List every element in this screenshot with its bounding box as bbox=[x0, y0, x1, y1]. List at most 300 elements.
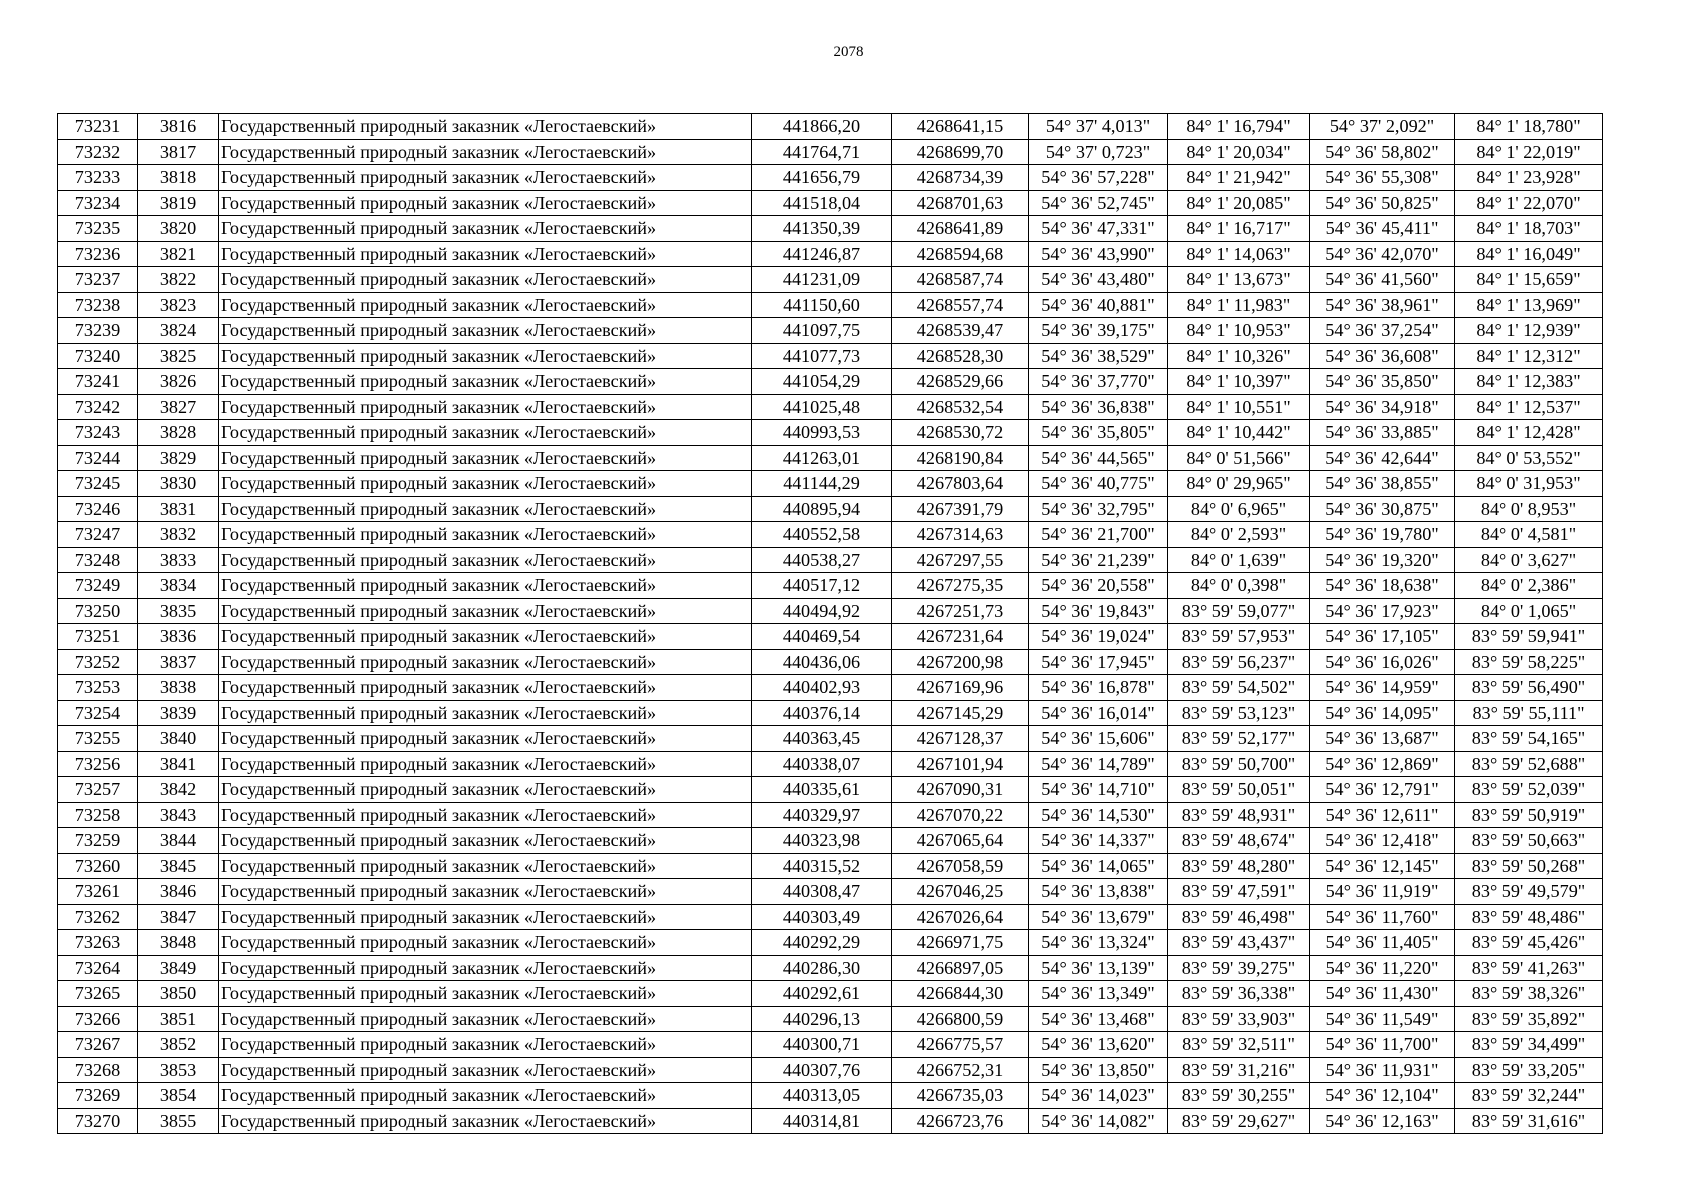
point-number-cell: 3823 bbox=[138, 292, 219, 318]
longitude-1-cell: 83° 59' 32,511" bbox=[1168, 1032, 1310, 1058]
x-coordinate-cell: 441518,04 bbox=[752, 190, 892, 216]
point-number-cell: 3821 bbox=[138, 241, 219, 267]
longitude-2-cell: 83° 59' 52,039" bbox=[1455, 777, 1603, 803]
latitude-1-cell: 54° 36' 43,480" bbox=[1029, 267, 1168, 293]
latitude-1-cell: 54° 36' 52,745" bbox=[1029, 190, 1168, 216]
object-name-cell: Государственный природный заказник «Легостаевский» bbox=[219, 726, 752, 752]
table-row bbox=[58, 624, 1603, 650]
object-name-cell: Государственный природный заказник «Легостаевский» bbox=[219, 394, 752, 420]
table-row bbox=[58, 981, 1603, 1007]
longitude-2-cell: 83° 59' 50,663" bbox=[1455, 828, 1603, 854]
longitude-2-cell: 84° 1' 18,703" bbox=[1455, 216, 1603, 242]
longitude-2-cell: 83° 59' 49,579" bbox=[1455, 879, 1603, 905]
longitude-2-cell: 83° 59' 41,263" bbox=[1455, 955, 1603, 981]
latitude-2-cell: 54° 36' 41,560" bbox=[1310, 267, 1455, 293]
x-coordinate-cell: 440315,52 bbox=[752, 853, 892, 879]
longitude-1-cell: 83° 59' 56,237" bbox=[1168, 649, 1310, 675]
latitude-1-cell: 54° 36' 37,770" bbox=[1029, 369, 1168, 395]
table-row bbox=[58, 165, 1603, 191]
latitude-1-cell: 54° 36' 14,710" bbox=[1029, 777, 1168, 803]
point-number-cell: 3843 bbox=[138, 802, 219, 828]
longitude-2-cell: 83° 59' 32,244" bbox=[1455, 1083, 1603, 1109]
point-number-cell: 3844 bbox=[138, 828, 219, 854]
object-name-cell: Государственный природный заказник «Легостаевский» bbox=[219, 114, 752, 140]
table-row bbox=[58, 955, 1603, 981]
point-number-cell: 3819 bbox=[138, 190, 219, 216]
longitude-2-cell: 84° 1' 12,383" bbox=[1455, 369, 1603, 395]
record-id-cell: 73243 bbox=[58, 420, 138, 446]
latitude-1-cell: 54° 36' 13,838" bbox=[1029, 879, 1168, 905]
latitude-1-cell: 54° 36' 13,620" bbox=[1029, 1032, 1168, 1058]
y-coordinate-cell: 4268594,68 bbox=[892, 241, 1029, 267]
latitude-1-cell: 54° 36' 13,679" bbox=[1029, 904, 1168, 930]
longitude-1-cell: 84° 0' 2,593" bbox=[1168, 522, 1310, 548]
object-name-cell: Государственный природный заказник «Легостаевский» bbox=[219, 649, 752, 675]
record-id-cell: 73257 bbox=[58, 777, 138, 803]
point-number-cell: 3826 bbox=[138, 369, 219, 395]
object-name-cell: Государственный природный заказник «Легостаевский» bbox=[219, 1083, 752, 1109]
x-coordinate-cell: 440338,07 bbox=[752, 751, 892, 777]
latitude-2-cell: 54° 36' 12,791" bbox=[1310, 777, 1455, 803]
y-coordinate-cell: 4266752,31 bbox=[892, 1057, 1029, 1083]
point-number-cell: 3854 bbox=[138, 1083, 219, 1109]
record-id-cell: 73249 bbox=[58, 573, 138, 599]
object-name-cell: Государственный природный заказник «Легостаевский» bbox=[219, 853, 752, 879]
y-coordinate-cell: 4268701,63 bbox=[892, 190, 1029, 216]
longitude-2-cell: 83° 59' 33,205" bbox=[1455, 1057, 1603, 1083]
x-coordinate-cell: 440363,45 bbox=[752, 726, 892, 752]
table-row bbox=[58, 522, 1603, 548]
longitude-1-cell: 83° 59' 48,280" bbox=[1168, 853, 1310, 879]
longitude-2-cell: 84° 1' 18,780" bbox=[1455, 114, 1603, 140]
object-name-cell: Государственный природный заказник «Легостаевский» bbox=[219, 496, 752, 522]
point-number-cell: 3834 bbox=[138, 573, 219, 599]
latitude-2-cell: 54° 36' 42,644" bbox=[1310, 445, 1455, 471]
latitude-1-cell: 54° 36' 13,349" bbox=[1029, 981, 1168, 1007]
latitude-1-cell: 54° 36' 20,558" bbox=[1029, 573, 1168, 599]
table-row bbox=[58, 700, 1603, 726]
latitude-1-cell: 54° 36' 14,065" bbox=[1029, 853, 1168, 879]
longitude-1-cell: 84° 0' 6,965" bbox=[1168, 496, 1310, 522]
longitude-1-cell: 83° 59' 48,674" bbox=[1168, 828, 1310, 854]
object-name-cell: Государственный природный заказник «Легостаевский» bbox=[219, 1057, 752, 1083]
longitude-2-cell: 83° 59' 34,499" bbox=[1455, 1032, 1603, 1058]
point-number-cell: 3852 bbox=[138, 1032, 219, 1058]
longitude-1-cell: 84° 1' 16,717" bbox=[1168, 216, 1310, 242]
record-id-cell: 73251 bbox=[58, 624, 138, 650]
latitude-2-cell: 54° 36' 38,855" bbox=[1310, 471, 1455, 497]
longitude-2-cell: 84° 0' 31,953" bbox=[1455, 471, 1603, 497]
point-number-cell: 3833 bbox=[138, 547, 219, 573]
longitude-1-cell: 83° 59' 36,338" bbox=[1168, 981, 1310, 1007]
y-coordinate-cell: 4267058,59 bbox=[892, 853, 1029, 879]
y-coordinate-cell: 4267391,79 bbox=[892, 496, 1029, 522]
longitude-1-cell: 83° 59' 53,123" bbox=[1168, 700, 1310, 726]
record-id-cell: 73244 bbox=[58, 445, 138, 471]
y-coordinate-cell: 4268530,72 bbox=[892, 420, 1029, 446]
point-number-cell: 3853 bbox=[138, 1057, 219, 1083]
x-coordinate-cell: 441350,39 bbox=[752, 216, 892, 242]
y-coordinate-cell: 4267145,29 bbox=[892, 700, 1029, 726]
x-coordinate-cell: 440895,94 bbox=[752, 496, 892, 522]
latitude-2-cell: 54° 36' 12,418" bbox=[1310, 828, 1455, 854]
point-number-cell: 3830 bbox=[138, 471, 219, 497]
table-row bbox=[58, 496, 1603, 522]
latitude-2-cell: 54° 36' 36,608" bbox=[1310, 343, 1455, 369]
object-name-cell: Государственный природный заказник «Легостаевский» bbox=[219, 675, 752, 701]
point-number-cell: 3845 bbox=[138, 853, 219, 879]
y-coordinate-cell: 4268532,54 bbox=[892, 394, 1029, 420]
longitude-1-cell: 83° 59' 54,502" bbox=[1168, 675, 1310, 701]
latitude-2-cell: 54° 36' 11,700" bbox=[1310, 1032, 1455, 1058]
point-number-cell: 3848 bbox=[138, 930, 219, 956]
table-row bbox=[58, 649, 1603, 675]
latitude-2-cell: 54° 36' 11,549" bbox=[1310, 1006, 1455, 1032]
record-id-cell: 73253 bbox=[58, 675, 138, 701]
y-coordinate-cell: 4267251,73 bbox=[892, 598, 1029, 624]
longitude-1-cell: 83° 59' 52,177" bbox=[1168, 726, 1310, 752]
x-coordinate-cell: 441025,48 bbox=[752, 394, 892, 420]
y-coordinate-cell: 4268539,47 bbox=[892, 318, 1029, 344]
y-coordinate-cell: 4266800,59 bbox=[892, 1006, 1029, 1032]
x-coordinate-cell: 440376,14 bbox=[752, 700, 892, 726]
object-name-cell: Государственный природный заказник «Легостаевский» bbox=[219, 165, 752, 191]
object-name-cell: Государственный природный заказник «Легостаевский» bbox=[219, 420, 752, 446]
table-row bbox=[58, 318, 1603, 344]
longitude-2-cell: 83° 59' 52,688" bbox=[1455, 751, 1603, 777]
y-coordinate-cell: 4267026,64 bbox=[892, 904, 1029, 930]
object-name-cell: Государственный природный заказник «Легостаевский» bbox=[219, 700, 752, 726]
longitude-2-cell: 84° 0' 1,065" bbox=[1455, 598, 1603, 624]
object-name-cell: Государственный природный заказник «Легостаевский» bbox=[219, 879, 752, 905]
longitude-1-cell: 83° 59' 57,953" bbox=[1168, 624, 1310, 650]
longitude-1-cell: 83° 59' 33,903" bbox=[1168, 1006, 1310, 1032]
longitude-1-cell: 83° 59' 50,700" bbox=[1168, 751, 1310, 777]
longitude-2-cell: 84° 1' 12,428" bbox=[1455, 420, 1603, 446]
object-name-cell: Государственный природный заказник «Легостаевский» bbox=[219, 369, 752, 395]
object-name-cell: Государственный природный заказник «Легостаевский» bbox=[219, 318, 752, 344]
object-name-cell: Государственный природный заказник «Легостаевский» bbox=[219, 751, 752, 777]
longitude-2-cell: 84° 1' 23,928" bbox=[1455, 165, 1603, 191]
record-id-cell: 73269 bbox=[58, 1083, 138, 1109]
longitude-2-cell: 84° 0' 2,386" bbox=[1455, 573, 1603, 599]
x-coordinate-cell: 440300,71 bbox=[752, 1032, 892, 1058]
longitude-2-cell: 84° 1' 12,939" bbox=[1455, 318, 1603, 344]
latitude-1-cell: 54° 36' 21,700" bbox=[1029, 522, 1168, 548]
y-coordinate-cell: 4268641,15 bbox=[892, 114, 1029, 140]
longitude-1-cell: 84° 1' 10,442" bbox=[1168, 420, 1310, 446]
latitude-2-cell: 54° 36' 11,919" bbox=[1310, 879, 1455, 905]
point-number-cell: 3837 bbox=[138, 649, 219, 675]
longitude-2-cell: 83° 59' 50,919" bbox=[1455, 802, 1603, 828]
latitude-1-cell: 54° 36' 14,530" bbox=[1029, 802, 1168, 828]
point-number-cell: 3816 bbox=[138, 114, 219, 140]
point-number-cell: 3849 bbox=[138, 955, 219, 981]
table-row bbox=[58, 802, 1603, 828]
record-id-cell: 73259 bbox=[58, 828, 138, 854]
y-coordinate-cell: 4267065,64 bbox=[892, 828, 1029, 854]
x-coordinate-cell: 441263,01 bbox=[752, 445, 892, 471]
latitude-2-cell: 54° 36' 13,687" bbox=[1310, 726, 1455, 752]
point-number-cell: 3824 bbox=[138, 318, 219, 344]
point-number-cell: 3822 bbox=[138, 267, 219, 293]
x-coordinate-cell: 440436,06 bbox=[752, 649, 892, 675]
longitude-1-cell: 84° 1' 10,397" bbox=[1168, 369, 1310, 395]
object-name-cell: Государственный природный заказник «Легостаевский» bbox=[219, 624, 752, 650]
latitude-2-cell: 54° 36' 11,405" bbox=[1310, 930, 1455, 956]
latitude-2-cell: 54° 36' 34,918" bbox=[1310, 394, 1455, 420]
latitude-2-cell: 54° 36' 11,931" bbox=[1310, 1057, 1455, 1083]
point-number-cell: 3820 bbox=[138, 216, 219, 242]
y-coordinate-cell: 4266723,76 bbox=[892, 1108, 1029, 1134]
record-id-cell: 73233 bbox=[58, 165, 138, 191]
latitude-2-cell: 54° 36' 12,104" bbox=[1310, 1083, 1455, 1109]
longitude-1-cell: 84° 1' 21,942" bbox=[1168, 165, 1310, 191]
table-row bbox=[58, 394, 1603, 420]
object-name-cell: Государственный природный заказник «Легостаевский» bbox=[219, 471, 752, 497]
point-number-cell: 3832 bbox=[138, 522, 219, 548]
latitude-2-cell: 54° 36' 11,760" bbox=[1310, 904, 1455, 930]
latitude-2-cell: 54° 36' 37,254" bbox=[1310, 318, 1455, 344]
latitude-1-cell: 54° 36' 14,337" bbox=[1029, 828, 1168, 854]
longitude-2-cell: 83° 59' 59,941" bbox=[1455, 624, 1603, 650]
longitude-1-cell: 83° 59' 29,627" bbox=[1168, 1108, 1310, 1134]
x-coordinate-cell: 441866,20 bbox=[752, 114, 892, 140]
longitude-2-cell: 83° 59' 38,326" bbox=[1455, 981, 1603, 1007]
x-coordinate-cell: 440552,58 bbox=[752, 522, 892, 548]
table-row bbox=[58, 879, 1603, 905]
latitude-1-cell: 54° 36' 32,795" bbox=[1029, 496, 1168, 522]
point-number-cell: 3841 bbox=[138, 751, 219, 777]
record-id-cell: 73239 bbox=[58, 318, 138, 344]
table-row bbox=[58, 114, 1603, 140]
y-coordinate-cell: 4267101,94 bbox=[892, 751, 1029, 777]
latitude-1-cell: 54° 36' 13,468" bbox=[1029, 1006, 1168, 1032]
longitude-2-cell: 83° 59' 50,268" bbox=[1455, 853, 1603, 879]
latitude-2-cell: 54° 37' 2,092" bbox=[1310, 114, 1455, 140]
longitude-2-cell: 83° 59' 54,165" bbox=[1455, 726, 1603, 752]
latitude-1-cell: 54° 36' 36,838" bbox=[1029, 394, 1168, 420]
object-name-cell: Государственный природный заказник «Легостаевский» bbox=[219, 292, 752, 318]
table-row bbox=[58, 216, 1603, 242]
longitude-2-cell: 84° 1' 12,537" bbox=[1455, 394, 1603, 420]
object-name-cell: Государственный природный заказник «Легостаевский» bbox=[219, 267, 752, 293]
longitude-1-cell: 84° 1' 13,673" bbox=[1168, 267, 1310, 293]
table-row bbox=[58, 1006, 1603, 1032]
longitude-2-cell: 84° 0' 3,627" bbox=[1455, 547, 1603, 573]
table-row bbox=[58, 777, 1603, 803]
latitude-2-cell: 54° 36' 17,923" bbox=[1310, 598, 1455, 624]
y-coordinate-cell: 4268529,66 bbox=[892, 369, 1029, 395]
x-coordinate-cell: 441150,60 bbox=[752, 292, 892, 318]
longitude-2-cell: 83° 59' 55,111" bbox=[1455, 700, 1603, 726]
record-id-cell: 73263 bbox=[58, 930, 138, 956]
longitude-2-cell: 84° 1' 22,070" bbox=[1455, 190, 1603, 216]
longitude-1-cell: 83° 59' 50,051" bbox=[1168, 777, 1310, 803]
point-number-cell: 3855 bbox=[138, 1108, 219, 1134]
y-coordinate-cell: 4266775,57 bbox=[892, 1032, 1029, 1058]
object-name-cell: Государственный природный заказник «Легостаевский» bbox=[219, 547, 752, 573]
table-row bbox=[58, 445, 1603, 471]
longitude-2-cell: 84° 0' 4,581" bbox=[1455, 522, 1603, 548]
x-coordinate-cell: 440303,49 bbox=[752, 904, 892, 930]
table-row bbox=[58, 751, 1603, 777]
latitude-2-cell: 54° 36' 12,163" bbox=[1310, 1108, 1455, 1134]
object-name-cell: Государственный природный заказник «Легостаевский» bbox=[219, 343, 752, 369]
latitude-2-cell: 54° 36' 18,638" bbox=[1310, 573, 1455, 599]
longitude-2-cell: 84° 1' 22,019" bbox=[1455, 139, 1603, 165]
x-coordinate-cell: 440402,93 bbox=[752, 675, 892, 701]
record-id-cell: 73258 bbox=[58, 802, 138, 828]
record-id-cell: 73267 bbox=[58, 1032, 138, 1058]
record-id-cell: 73254 bbox=[58, 700, 138, 726]
longitude-1-cell: 84° 0' 0,398" bbox=[1168, 573, 1310, 599]
x-coordinate-cell: 441246,87 bbox=[752, 241, 892, 267]
longitude-2-cell: 84° 0' 8,953" bbox=[1455, 496, 1603, 522]
longitude-1-cell: 84° 1' 10,953" bbox=[1168, 318, 1310, 344]
record-id-cell: 73236 bbox=[58, 241, 138, 267]
object-name-cell: Государственный природный заказник «Легостаевский» bbox=[219, 955, 752, 981]
record-id-cell: 73255 bbox=[58, 726, 138, 752]
longitude-2-cell: 83° 59' 31,616" bbox=[1455, 1108, 1603, 1134]
point-number-cell: 3846 bbox=[138, 879, 219, 905]
longitude-2-cell: 83° 59' 35,892" bbox=[1455, 1006, 1603, 1032]
longitude-2-cell: 83° 59' 56,490" bbox=[1455, 675, 1603, 701]
object-name-cell: Государственный природный заказник «Легостаевский» bbox=[219, 777, 752, 803]
latitude-1-cell: 54° 36' 40,775" bbox=[1029, 471, 1168, 497]
y-coordinate-cell: 4268528,30 bbox=[892, 343, 1029, 369]
longitude-1-cell: 84° 1' 16,794" bbox=[1168, 114, 1310, 140]
object-name-cell: Государственный природный заказник «Легостаевский» bbox=[219, 981, 752, 1007]
longitude-1-cell: 83° 59' 59,077" bbox=[1168, 598, 1310, 624]
record-id-cell: 73245 bbox=[58, 471, 138, 497]
point-number-cell: 3839 bbox=[138, 700, 219, 726]
y-coordinate-cell: 4267128,37 bbox=[892, 726, 1029, 752]
latitude-2-cell: 54° 36' 45,411" bbox=[1310, 216, 1455, 242]
latitude-1-cell: 54° 36' 14,023" bbox=[1029, 1083, 1168, 1109]
table-row bbox=[58, 547, 1603, 573]
latitude-2-cell: 54° 36' 12,611" bbox=[1310, 802, 1455, 828]
table-body bbox=[58, 114, 1603, 1134]
x-coordinate-cell: 440335,61 bbox=[752, 777, 892, 803]
y-coordinate-cell: 4267314,63 bbox=[892, 522, 1029, 548]
record-id-cell: 73240 bbox=[58, 343, 138, 369]
latitude-1-cell: 54° 36' 19,024" bbox=[1029, 624, 1168, 650]
point-number-cell: 3840 bbox=[138, 726, 219, 752]
table-row bbox=[58, 726, 1603, 752]
longitude-1-cell: 84° 0' 1,639" bbox=[1168, 547, 1310, 573]
x-coordinate-cell: 440286,30 bbox=[752, 955, 892, 981]
table-row bbox=[58, 1108, 1603, 1134]
latitude-1-cell: 54° 36' 16,878" bbox=[1029, 675, 1168, 701]
longitude-2-cell: 83° 59' 48,486" bbox=[1455, 904, 1603, 930]
object-name-cell: Государственный природный заказник «Легостаевский» bbox=[219, 522, 752, 548]
point-number-cell: 3851 bbox=[138, 1006, 219, 1032]
x-coordinate-cell: 441656,79 bbox=[752, 165, 892, 191]
record-id-cell: 73242 bbox=[58, 394, 138, 420]
longitude-1-cell: 83° 59' 43,437" bbox=[1168, 930, 1310, 956]
point-number-cell: 3828 bbox=[138, 420, 219, 446]
latitude-2-cell: 54° 36' 38,961" bbox=[1310, 292, 1455, 318]
latitude-1-cell: 54° 36' 21,239" bbox=[1029, 547, 1168, 573]
point-number-cell: 3847 bbox=[138, 904, 219, 930]
x-coordinate-cell: 440307,76 bbox=[752, 1057, 892, 1083]
record-id-cell: 73238 bbox=[58, 292, 138, 318]
longitude-1-cell: 84° 0' 51,566" bbox=[1168, 445, 1310, 471]
table-row bbox=[58, 420, 1603, 446]
object-name-cell: Государственный природный заказник «Легостаевский» bbox=[219, 828, 752, 854]
y-coordinate-cell: 4267200,98 bbox=[892, 649, 1029, 675]
longitude-1-cell: 84° 1' 10,326" bbox=[1168, 343, 1310, 369]
x-coordinate-cell: 440314,81 bbox=[752, 1108, 892, 1134]
y-coordinate-cell: 4267046,25 bbox=[892, 879, 1029, 905]
point-number-cell: 3836 bbox=[138, 624, 219, 650]
table-row bbox=[58, 573, 1603, 599]
point-number-cell: 3817 bbox=[138, 139, 219, 165]
latitude-1-cell: 54° 36' 16,014" bbox=[1029, 700, 1168, 726]
x-coordinate-cell: 440308,47 bbox=[752, 879, 892, 905]
table-row bbox=[58, 471, 1603, 497]
point-number-cell: 3831 bbox=[138, 496, 219, 522]
record-id-cell: 73268 bbox=[58, 1057, 138, 1083]
longitude-1-cell: 84° 1' 10,551" bbox=[1168, 394, 1310, 420]
table-row bbox=[58, 598, 1603, 624]
latitude-2-cell: 54° 36' 14,959" bbox=[1310, 675, 1455, 701]
latitude-1-cell: 54° 36' 43,990" bbox=[1029, 241, 1168, 267]
record-id-cell: 73261 bbox=[58, 879, 138, 905]
record-id-cell: 73260 bbox=[58, 853, 138, 879]
record-id-cell: 73237 bbox=[58, 267, 138, 293]
latitude-2-cell: 54° 36' 11,430" bbox=[1310, 981, 1455, 1007]
longitude-1-cell: 84° 1' 14,063" bbox=[1168, 241, 1310, 267]
record-id-cell: 73270 bbox=[58, 1108, 138, 1134]
latitude-2-cell: 54° 36' 12,869" bbox=[1310, 751, 1455, 777]
x-coordinate-cell: 440323,98 bbox=[752, 828, 892, 854]
point-number-cell: 3818 bbox=[138, 165, 219, 191]
y-coordinate-cell: 4267275,35 bbox=[892, 573, 1029, 599]
table-row bbox=[58, 1057, 1603, 1083]
table-row bbox=[58, 190, 1603, 216]
y-coordinate-cell: 4266971,75 bbox=[892, 930, 1029, 956]
latitude-2-cell: 54° 36' 35,850" bbox=[1310, 369, 1455, 395]
object-name-cell: Государственный природный заказник «Легостаевский» bbox=[219, 904, 752, 930]
point-number-cell: 3850 bbox=[138, 981, 219, 1007]
latitude-1-cell: 54° 37' 4,013" bbox=[1029, 114, 1168, 140]
longitude-2-cell: 84° 1' 16,049" bbox=[1455, 241, 1603, 267]
x-coordinate-cell: 440313,05 bbox=[752, 1083, 892, 1109]
table-row bbox=[58, 267, 1603, 293]
latitude-2-cell: 54° 36' 16,026" bbox=[1310, 649, 1455, 675]
record-id-cell: 73264 bbox=[58, 955, 138, 981]
latitude-2-cell: 54° 36' 19,780" bbox=[1310, 522, 1455, 548]
longitude-2-cell: 84° 1' 15,659" bbox=[1455, 267, 1603, 293]
x-coordinate-cell: 440296,13 bbox=[752, 1006, 892, 1032]
table-row bbox=[58, 828, 1603, 854]
x-coordinate-cell: 440993,53 bbox=[752, 420, 892, 446]
record-id-cell: 73231 bbox=[58, 114, 138, 140]
longitude-1-cell: 83° 59' 46,498" bbox=[1168, 904, 1310, 930]
latitude-1-cell: 54° 36' 47,331" bbox=[1029, 216, 1168, 242]
object-name-cell: Государственный природный заказник «Легостаевский» bbox=[219, 1006, 752, 1032]
latitude-1-cell: 54° 36' 38,529" bbox=[1029, 343, 1168, 369]
y-coordinate-cell: 4266897,05 bbox=[892, 955, 1029, 981]
latitude-2-cell: 54° 36' 11,220" bbox=[1310, 955, 1455, 981]
y-coordinate-cell: 4267803,64 bbox=[892, 471, 1029, 497]
longitude-1-cell: 83° 59' 31,216" bbox=[1168, 1057, 1310, 1083]
y-coordinate-cell: 4267297,55 bbox=[892, 547, 1029, 573]
y-coordinate-cell: 4268699,70 bbox=[892, 139, 1029, 165]
record-id-cell: 73241 bbox=[58, 369, 138, 395]
